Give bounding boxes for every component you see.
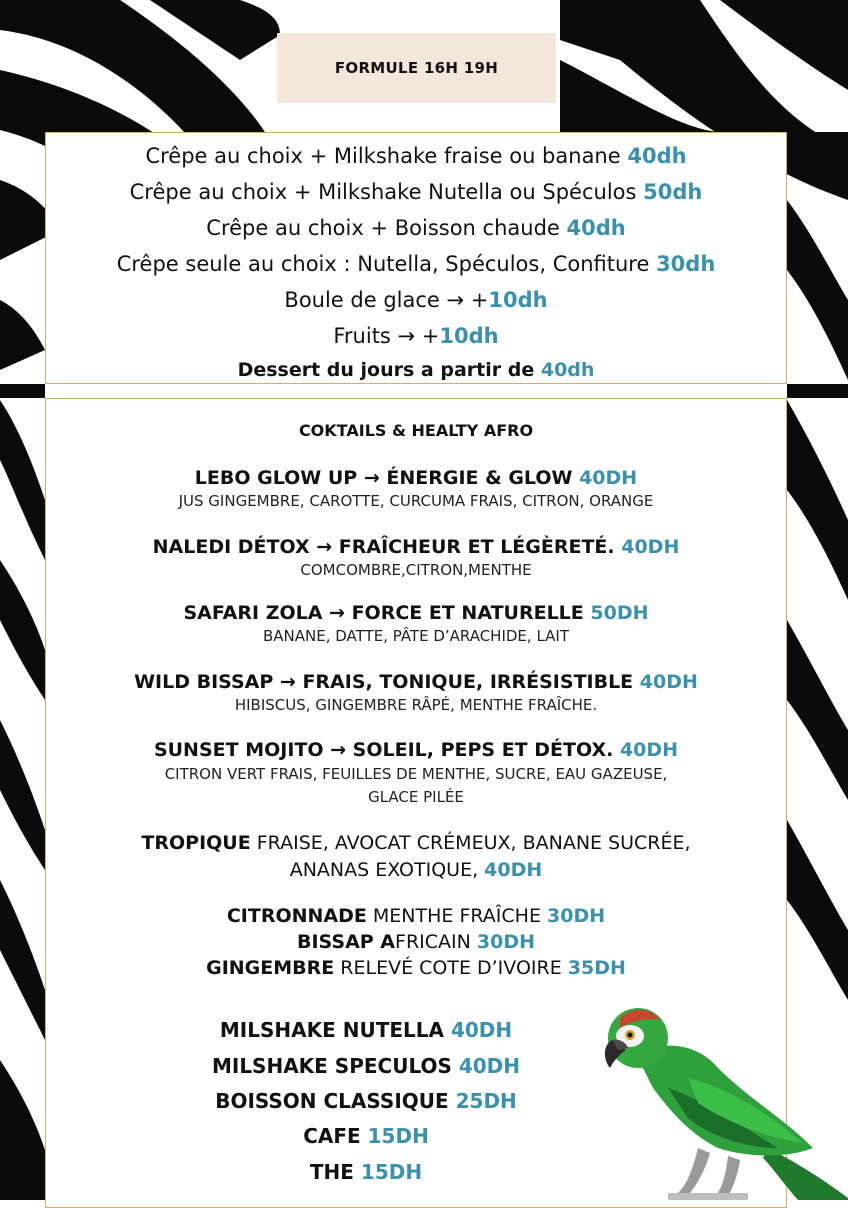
formule-line: Boule de glace → +10dh [284, 288, 548, 312]
formule-header [277, 33, 556, 103]
drink-item: MILSHAKE NUTELLA 40DH [219, 1018, 513, 1042]
menu-item: SUNSET MOJITO → SOLEIL, PEPS ET DÉTOX. 40DH [153, 739, 679, 761]
simple-drink: GINGEMBRE RELEVÉ COTE D’IVOIRE 35DH [206, 957, 626, 979]
formule-line: Crêpe seule au choix : Nutella, Spéculos, Confiture 30dh [116, 252, 716, 276]
formule-title: FORMULE 16H 19H [334, 59, 499, 77]
simple-drink: CITRONNADE MENTHE FRAÎCHE 30DH [226, 905, 606, 927]
menu-item: LEBO GLOW UP → ÉNERGIE & GLOW 40DH [194, 467, 638, 489]
formule-line: Fruits → +10dh [333, 324, 499, 348]
menu-item: SAFARI ZOLA → FORCE ET NATURELLE 50DH [183, 602, 649, 624]
simple-drink: BISSAP AFRICAIN 30DH [297, 931, 535, 953]
menu-item-desc: CITRON VERT FRAIS, FEUILLES DE MENTHE, SUCRE, EAU GAZEUSE, [164, 765, 668, 783]
menu-item: NALEDI DÉTOX → FRAÎCHEUR ET LÉGÈRETÉ. 40DH [152, 536, 680, 558]
tropique-line: ANANAS EXOTIQUE, 40DH [289, 859, 543, 881]
formule-line: Dessert du jours a partir de 40dh [237, 359, 595, 381]
menu-item-desc: BANANE, DATTE, PÂTE D’ARACHIDE, LAIT [263, 627, 569, 645]
menu-item-desc: JUS GINGEMBRE, CAROTTE, CURCUMA FRAIS, CITRON, ORANGE [178, 492, 654, 510]
tropique-line: TROPIQUE FRAISE, AVOCAT CRÉMEUX, BANANE SUCRÉE, [141, 832, 691, 854]
drink-item: CAFE 15DH [303, 1124, 429, 1148]
menu-item-desc: GLACE PILÉE [368, 788, 464, 806]
formule-line: Crêpe au choix + Milkshake fraise ou banane 40dh [145, 144, 687, 168]
drink-item: BOISSON CLASSIQUE 25DH [215, 1089, 517, 1113]
cocktails-title: COKTAILS & HEALTY AFRO [298, 421, 534, 440]
parrot-illustration [598, 998, 848, 1200]
formule-line: Crêpe au choix + Milkshake Nutella ou Spéculos 50dh [129, 180, 703, 204]
menu-item-desc: COMCOMBRE,CITRON,MENTHE [300, 561, 532, 579]
drink-item: MILSHAKE SPECULOS 40DH [211, 1054, 521, 1078]
menu-item-desc: HIBISCUS, GINGEMBRE RÂPÉ, MENTHE FRAÎCHE. [234, 696, 598, 714]
formule-panel [45, 132, 787, 384]
formule-line: Crêpe au choix + Boisson chaude 40dh [206, 216, 626, 240]
menu-item: WILD BISSAP → FRAIS, TONIQUE, IRRÉSISTIBLE 40DH [134, 671, 698, 693]
drink-item: THE 15DH [309, 1160, 423, 1184]
